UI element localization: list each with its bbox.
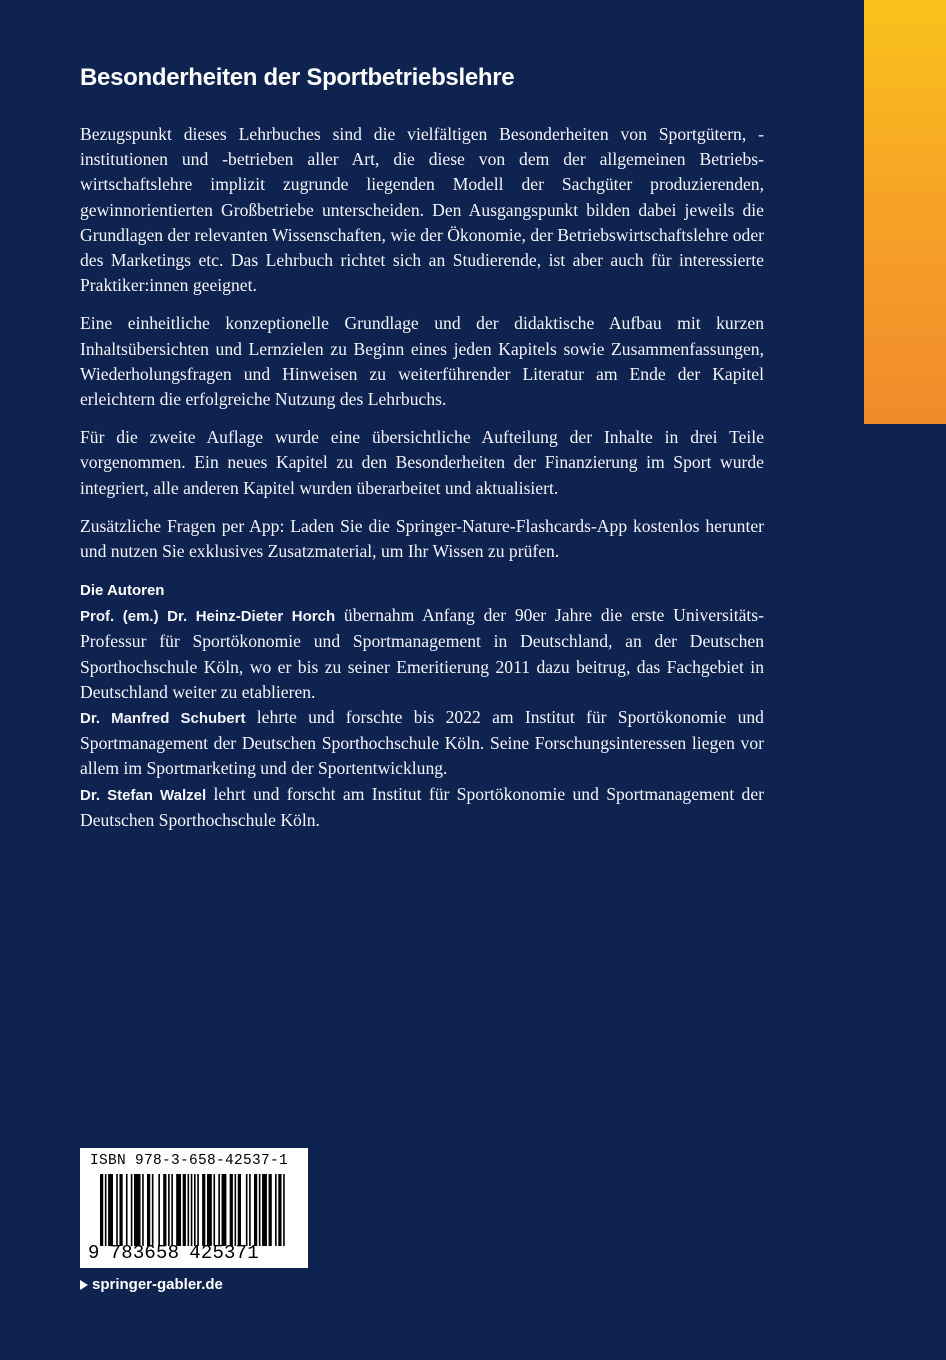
barcode-bar [163,1174,166,1246]
barcode-bar [126,1174,128,1246]
barcode-bar [119,1174,122,1246]
author-text-schubert: lehrte und forschte bis 2022 am Institut für Sportökonomie und Sportmanagement der Deutschen Sporthochschule Köln. Seine Forschungsinteressen liegen vor allem im Sportmarketing und der Sportentwicklung. [80,707,764,779]
barcode-bar [171,1174,173,1246]
barcode-bar [254,1174,257,1246]
barcode-bars [100,1174,288,1246]
publisher-url: springer-gabler.de [92,1276,223,1293]
description-paragraph-3: Für die zweite Auflage wurde eine übersichtliche Aufteilung der Inhalte in drei Teile vorgenommen. Ein neues Kapitel zu den Besonderheiten der Finanzierung im Sport wurde integriert, alle anderen Kapitel wurden überarbeitet und aktualisiert. [80,427,764,498]
barcode-bar [262,1174,267,1246]
barcode-bar [249,1174,251,1246]
author-name-schubert: Dr. Manfred Schubert [80,710,246,728]
barcode-bar [283,1174,285,1246]
barcode-bar [259,1174,261,1246]
barcode-bar [246,1174,248,1246]
barcode-bar [194,1174,196,1246]
authors-heading: Die Autoren [80,582,165,600]
author-bio-walzel [80,782,764,833]
barcode-bar [100,1174,103,1246]
barcode-bar [147,1174,150,1246]
isbn-barcode [80,1148,308,1268]
barcode-bar [230,1174,233,1246]
author-text-walzel: lehrt und forscht am Institut für Sportökonomie und Sportmanagement der Deutschen Sporthochschule Köln. [80,783,764,830]
description-paragraph-2: Eine einheitliche konzeptionelle Grundlage und der didaktische Aufbau mit kurzen Inhaltsübersichten und Lernzielen zu Beginn eines jeden Kapitels sowie Zusammenfassungen, Wiederholungsfragen und Hinweisen zu weiterführender Literatur am Ende der Kapitel erleichtern die erfolgreiche Nutzung des Lehrbuchs. [80,313,764,410]
barcode-bar [238,1174,241,1246]
barcode-bar [108,1174,113,1246]
description-paragraph-4: Zusätzliche Fragen per App: Laden Sie die Springer-Nature-Flashcards-App kostenlos herunter und nutzen Sie exklusives Zusatzmaterial, um Ihr Wissen zu prüfen. [80,515,764,562]
arrow-right-icon [80,1280,88,1290]
barcode-bar [134,1174,140,1246]
author-name-horch: Prof. (em.) Dr. Heinz-Dieter Horch [80,608,336,626]
barcode-bar [105,1174,107,1246]
back-cover-content [80,64,764,833]
barcode-bar [278,1174,281,1246]
publisher-link[interactable] [80,1276,223,1293]
barcode-digits-left: 783658 [109,1242,180,1264]
barcode-bar [116,1174,118,1246]
barcode-bar [207,1174,212,1246]
isbn-number: ISBN 978-3-658-42537-1 [90,1153,289,1169]
barcode-bar [218,1174,220,1246]
barcode-bar [269,1174,272,1246]
barcode-bar [213,1174,215,1246]
author-text-horch: übernahm Anfang der 90er Jahre die erste Universitäts-Professur für Sportökonomie und Sportmanagement in Deutschland, an der Deutschen Sporthochschule Köln, wo er bis zu seiner Emeritierung 2011 dazu beitrug, das Fachgebiet in Deutschland weiter zu etablieren. [80,605,764,702]
barcode-bar [176,1174,181,1246]
barcode-bar [168,1174,170,1246]
barcode-bar [202,1174,205,1246]
book-title: Besonderheiten der Sportbetriebslehre [80,64,515,91]
description-paragraph-1: Bezugspunkt dieses Lehrbuches sind die vielfältigen Besonderheiten von Sportgütern, -institutionen und -betrieben aller Art, die diese von dem der allgemeinen Betriebswirtschaftslehre implizit zugrunde liegenden Modell der Sachgüter produzierenden, gewinnorientierten Großbetriebe unterscheiden. Den Ausgangspunkt bilden dabei jeweils die Grundlagen der relevanten Wissenschaften, wie der Ökonomie, der Betriebswirtschaftslehre oder des Marketings etc. Das Lehrbuch richtet sich an Studierende, ist aber auch für interessierte Praktiker:innen geeignet. [80,124,764,296]
barcode-bar [158,1174,160,1246]
barcode-bar [197,1174,199,1246]
barcode-bar [183,1174,186,1246]
barcode-bar [131,1174,133,1246]
barcode-bar [222,1174,227,1246]
author-name-walzel: Dr. Stefan Walzel [80,786,207,804]
barcode-bar [235,1174,237,1246]
barcode-digits-right: 425371 [189,1242,259,1264]
author-bio-horch [80,603,764,705]
barcode-bar [191,1174,193,1246]
barcode-bar [142,1174,144,1246]
author-bio-schubert [80,705,764,782]
barcode-digit-first: 9 [88,1242,100,1264]
barcode-digits [88,1242,259,1264]
barcode-bar [152,1174,154,1246]
barcode-bar [188,1174,190,1246]
barcode-bar [275,1174,277,1246]
orange-accent-bar [864,0,946,424]
